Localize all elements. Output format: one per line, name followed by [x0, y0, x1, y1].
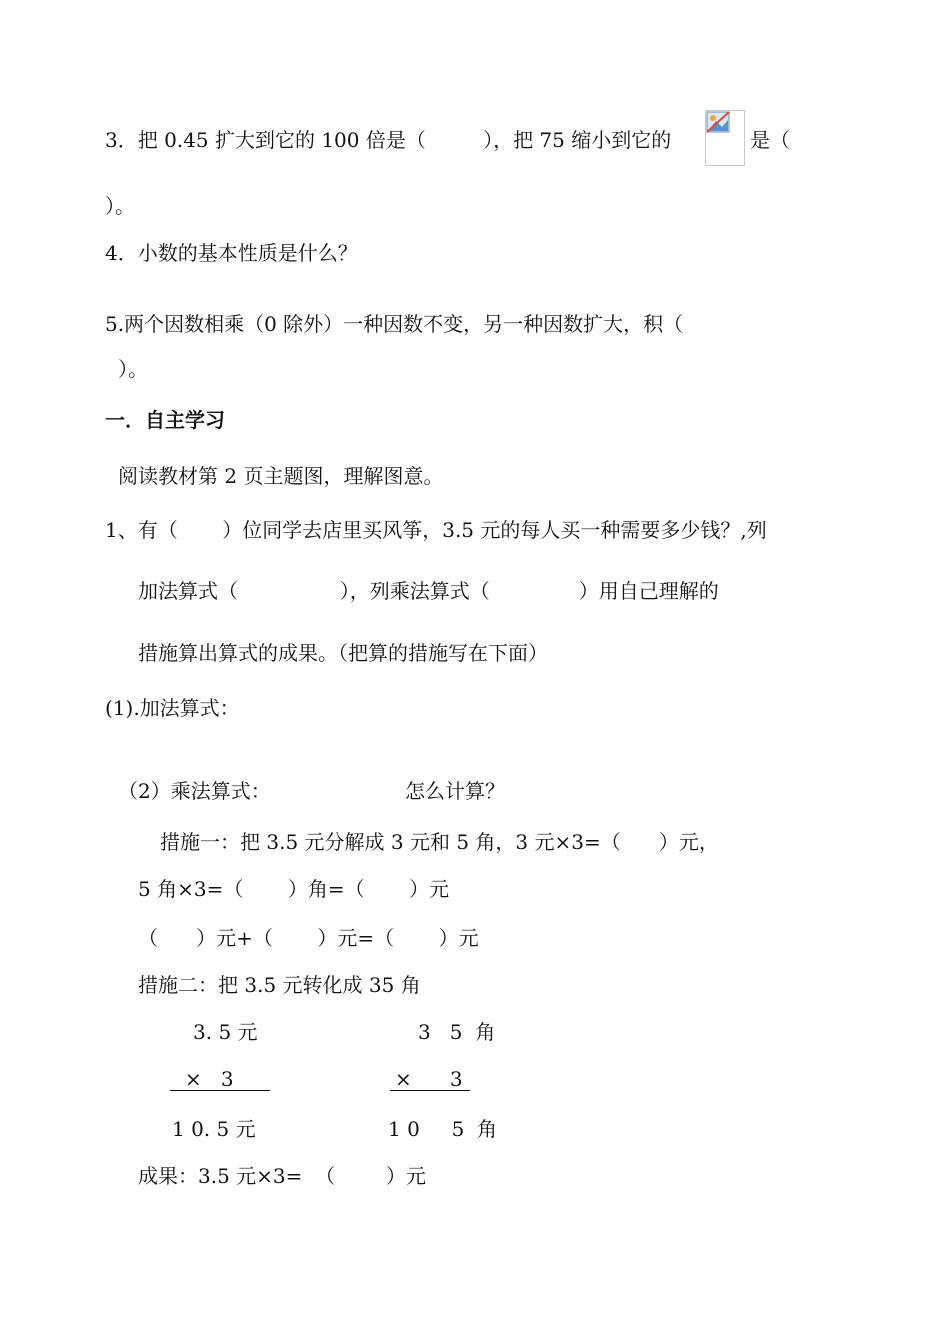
calc-right-multiplicand: 3 5 角 — [418, 1020, 496, 1044]
q3-text-end: 是（ — [750, 128, 790, 152]
reading-instruction: 阅读教材第 2 页主题图，理解图意。 — [118, 464, 444, 488]
calc-right-multiplier: × 3 — [395, 1067, 463, 1091]
broken-image-icon — [705, 110, 745, 166]
calc-left-multiplier: × 3 — [185, 1067, 234, 1091]
q3-text-cont: ）。 — [105, 194, 135, 218]
q5-text: 5.两个因数相乘（0 除外）一种因数不变，另一种因数扩大，积（ — [105, 312, 684, 336]
q3-text: 3．把 0.45 扩大到它的 100 倍是（ ），把 75 缩小到它的 — [105, 128, 672, 152]
calc-right-rule — [390, 1090, 470, 1091]
q4-text: 4．小数的基本性质是什么？ — [105, 241, 358, 265]
calc-left-rule — [170, 1090, 270, 1091]
section-heading: 一．自主学习 — [105, 408, 225, 432]
method2-label: 措施二：把 3.5 元转化成 35 角 — [138, 973, 421, 997]
problem1-line1: 1、有（ ）位同学去店里买风筝，3.5 元的每人买一种需要多少钱？,列 — [105, 518, 767, 542]
problem1-line2: 加法算式（ ），列乘法算式（ ）用自己理解的 — [138, 579, 719, 603]
result-line: 成果：3.5 元×3= （ ）元 — [138, 1164, 426, 1188]
method1-line2: 5 角×3=（ ）角=（ ）元 — [138, 877, 450, 901]
method1-line1: 措施一：把 3.5 元分解成 3 元和 5 角，3 元×3=（ ）元， — [160, 830, 719, 854]
multiplication-label: （2）乘法算式： — [118, 779, 271, 803]
calc-left-product: 1 0. 5 元 — [172, 1117, 256, 1141]
calc-right-product: 1 0 5 角 — [388, 1117, 498, 1141]
addition-label: (1).加法算式： — [105, 696, 240, 720]
calc-left-multiplicand: 3. 5 元 — [193, 1020, 258, 1044]
q5-text-cont: ）。 — [118, 357, 148, 381]
method1-line3: （ ）元+（ ）元=（ ）元 — [138, 926, 479, 950]
problem1-line3: 措施算出算式的成果。（把算的措施写在下面） — [138, 641, 548, 665]
how-to-calculate: 怎么计算？ — [405, 779, 505, 803]
